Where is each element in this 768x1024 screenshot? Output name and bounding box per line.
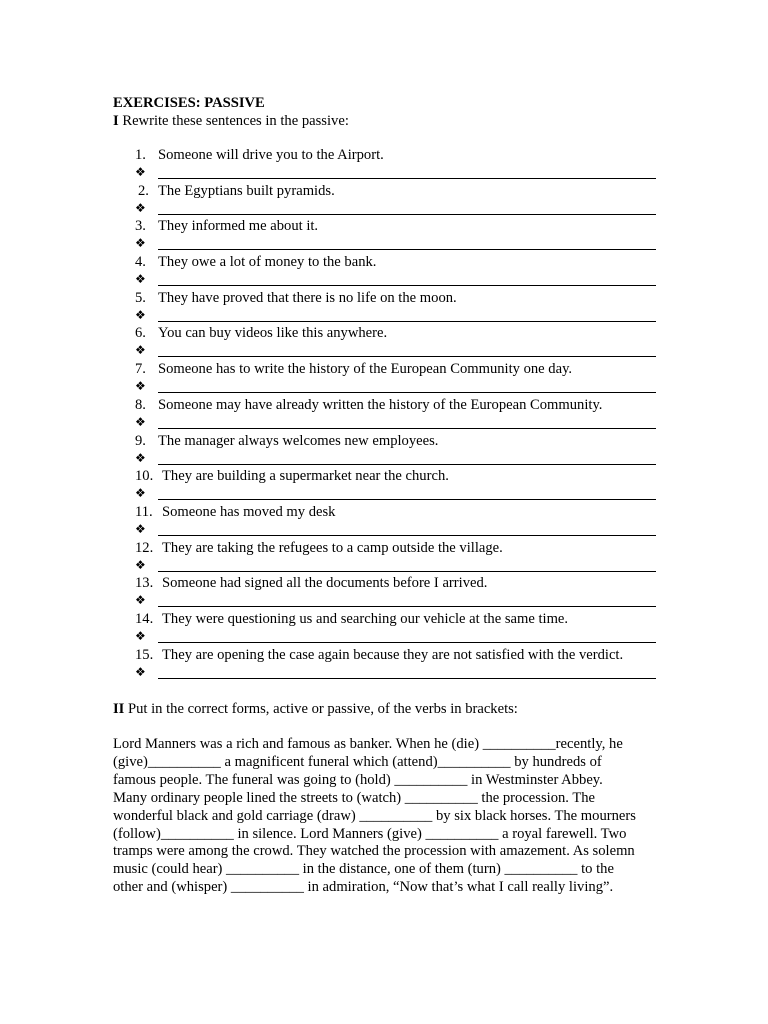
diamond-bullet-icon: ❖ bbox=[135, 343, 146, 358]
item-number: 15. bbox=[135, 646, 154, 663]
diamond-bullet-icon: ❖ bbox=[135, 200, 146, 215]
diamond-bullet-icon: ❖ bbox=[135, 236, 146, 251]
item-number: 3. bbox=[135, 218, 146, 235]
answer-line[interactable] bbox=[158, 642, 656, 643]
item-sentence: Someone will drive you to the Airport. bbox=[158, 147, 384, 163]
item-sentence: They are building a supermarket near the church. bbox=[162, 468, 449, 485]
item-number: 12. bbox=[135, 539, 154, 556]
list-item bbox=[0, 467, 768, 503]
answer-line[interactable] bbox=[158, 321, 656, 322]
answer-line[interactable] bbox=[158, 392, 656, 393]
item-number: 6. bbox=[135, 325, 146, 342]
list-item bbox=[0, 646, 768, 682]
item-number: 9. bbox=[135, 432, 146, 449]
answer-line[interactable] bbox=[158, 214, 656, 215]
page-title: EXERCISES: PASSIVE bbox=[113, 95, 265, 111]
item-number: 14. bbox=[135, 610, 154, 627]
list-item bbox=[0, 360, 768, 396]
item-number: 8. bbox=[135, 396, 146, 413]
answer-line[interactable] bbox=[158, 249, 656, 250]
answer-line[interactable] bbox=[158, 428, 656, 429]
exercise-1-instruction bbox=[113, 112, 349, 130]
item-number: 10. bbox=[135, 468, 154, 485]
list-item bbox=[0, 432, 768, 468]
list-item bbox=[0, 539, 768, 575]
exercise-2-instruction-text: Put in the correct forms, active or passive, of the verbs in brackets: bbox=[124, 701, 518, 717]
list-item bbox=[0, 182, 768, 218]
list-item bbox=[0, 217, 768, 253]
diamond-bullet-icon: ❖ bbox=[135, 628, 146, 643]
list-item bbox=[0, 574, 768, 610]
diamond-bullet-icon: ❖ bbox=[135, 165, 146, 179]
item-number: 13. bbox=[135, 575, 154, 592]
item-sentence: The Egyptians built pyramids. bbox=[158, 182, 335, 199]
exercise-1-number: I bbox=[113, 113, 119, 129]
diamond-bullet-icon: ❖ bbox=[135, 307, 146, 322]
answer-line[interactable] bbox=[158, 571, 656, 572]
item-number: 4. bbox=[135, 254, 146, 271]
exercise-2-number: II bbox=[113, 701, 125, 717]
item-sentence: They are opening the case again because they are not satisfied with the verdict. bbox=[162, 646, 624, 663]
item-number: 2. bbox=[138, 182, 149, 199]
list-item bbox=[0, 503, 768, 539]
answer-line[interactable] bbox=[158, 606, 656, 607]
item-sentence: You can buy videos like this anywhere. bbox=[158, 325, 388, 342]
item-sentence: Someone has moved my desk bbox=[162, 503, 336, 520]
diamond-bullet-icon: ❖ bbox=[135, 450, 146, 465]
list-item bbox=[0, 324, 768, 360]
diamond-bullet-icon: ❖ bbox=[135, 486, 146, 501]
exercise-2-passage: Lord Manners was a rich and famous as banker. When he (die) __________recently, he (give)__________ a magnificent funeral which (attend)__________ by hundreds of famous people. The funeral was going to (hold) __________ in Westminster Abbey. Many ordinary people lined the streets to (watch) __________ the procession. The wonderful black and gold carriage (draw) __________ by six black horses. The mourners (follow)__________ in silence. Lord Manners (give) __________ a royal farewell. Two tramps were among the crowd. They watched the procession with amazement. As solemn music (could hear) __________ in the distance, one of them (turn) __________ to the other and (whisper) __________ in admiration, “Now that’s what I call really living”. bbox=[113, 736, 636, 896]
diamond-bullet-icon: ❖ bbox=[135, 593, 146, 608]
list-item bbox=[0, 396, 768, 432]
diamond-bullet-icon: ❖ bbox=[135, 379, 146, 394]
exercise-1-instruction-text: Rewrite these sentences in the passive: bbox=[118, 113, 349, 129]
list-item bbox=[0, 253, 768, 289]
item-number: 1. bbox=[135, 147, 146, 163]
item-sentence: Someone has to write the history of the European Community one day. bbox=[158, 361, 573, 378]
diamond-bullet-icon: ❖ bbox=[135, 414, 146, 429]
diamond-bullet-icon: ❖ bbox=[135, 664, 146, 679]
answer-line[interactable] bbox=[158, 535, 656, 536]
item-number: 7. bbox=[135, 361, 146, 378]
item-number: 5. bbox=[135, 289, 146, 306]
answer-line[interactable] bbox=[158, 678, 656, 679]
diamond-bullet-icon: ❖ bbox=[135, 557, 146, 572]
item-sentence: The manager always welcomes new employees. bbox=[158, 432, 439, 449]
item-sentence: Someone had signed all the documents before I arrived. bbox=[162, 575, 488, 592]
item-sentence: They were questioning us and searching our vehicle at the same time. bbox=[162, 610, 569, 627]
list-item bbox=[0, 610, 768, 646]
item-sentence: They have proved that there is no life on the moon. bbox=[158, 289, 457, 306]
answer-line[interactable] bbox=[158, 464, 656, 465]
answer-line[interactable] bbox=[158, 178, 656, 179]
list-item bbox=[0, 289, 768, 325]
answer-line[interactable] bbox=[158, 499, 656, 500]
item-sentence: Someone may have already written the history of the European Community. bbox=[158, 396, 603, 413]
diamond-bullet-icon: ❖ bbox=[135, 521, 146, 536]
answer-line[interactable] bbox=[158, 356, 656, 357]
list-item bbox=[0, 146, 768, 182]
item-sentence: They are taking the refugees to a camp outside the village. bbox=[162, 539, 503, 556]
item-number: 11. bbox=[135, 503, 153, 520]
exercise-2-instruction bbox=[113, 700, 518, 718]
diamond-bullet-icon: ❖ bbox=[135, 272, 146, 287]
item-sentence: They owe a lot of money to the bank. bbox=[158, 254, 377, 271]
exercise-1-list bbox=[0, 146, 768, 681]
item-sentence: They informed me about it. bbox=[158, 218, 319, 235]
answer-line[interactable] bbox=[158, 285, 656, 286]
